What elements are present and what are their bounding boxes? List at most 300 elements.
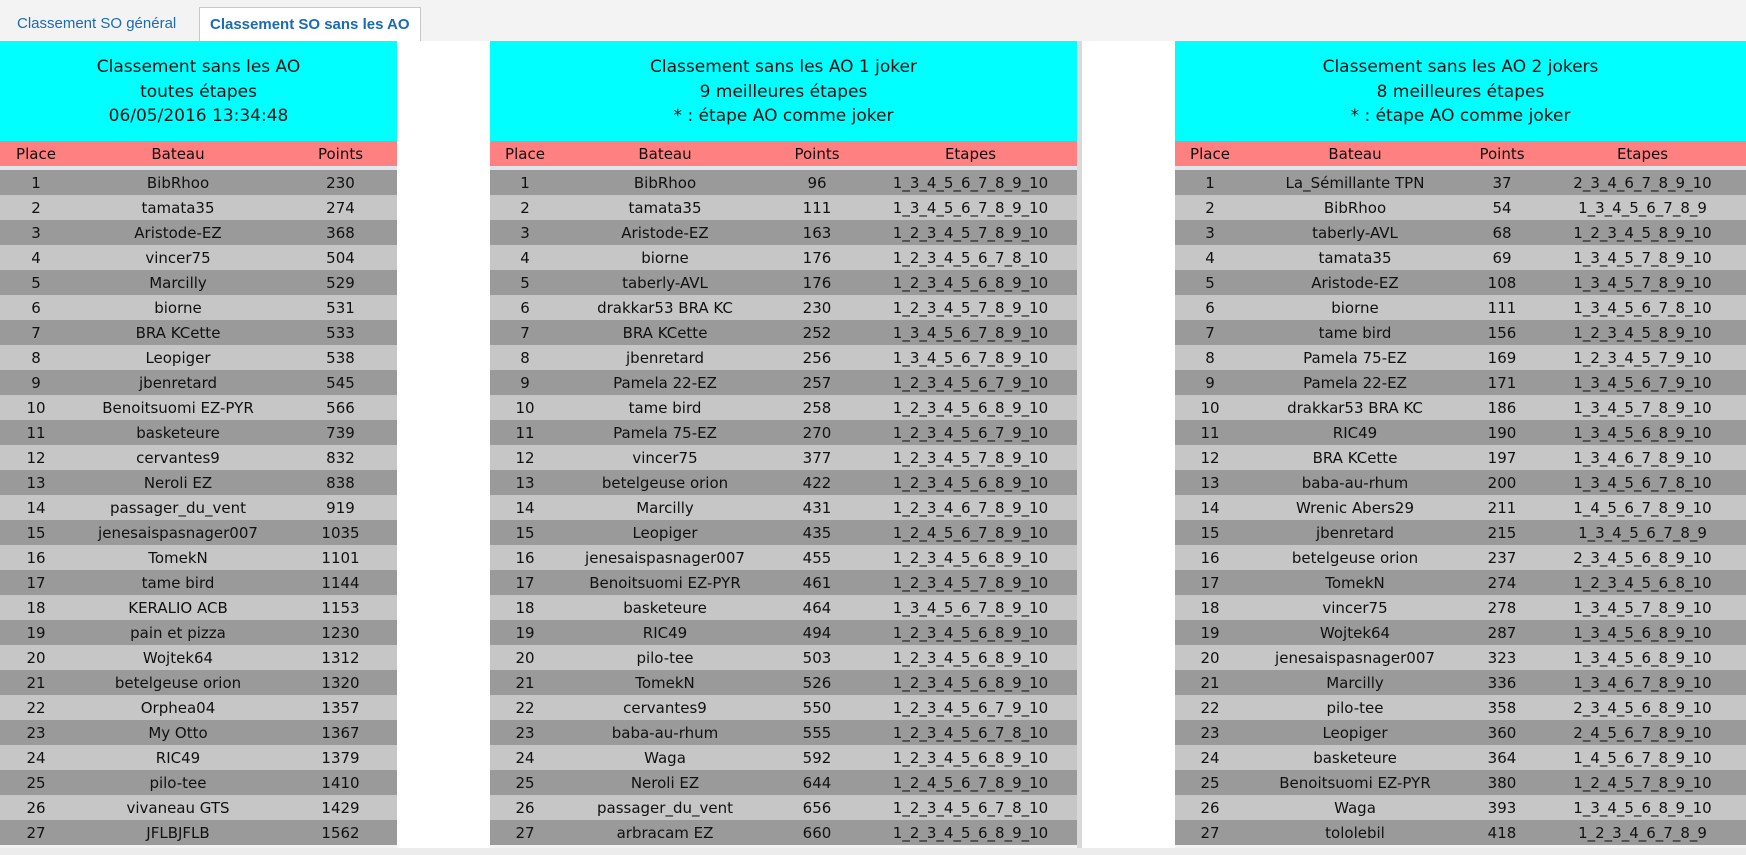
cell-place: 3 bbox=[1205, 223, 1215, 242]
cell-points: 380 bbox=[1487, 773, 1517, 792]
cell-place: 3 bbox=[31, 223, 41, 242]
table-row bbox=[0, 795, 397, 820]
cell-points: 1367 bbox=[321, 723, 360, 742]
cell-etapes: 1_3_4_5_6_7_8_9_10 bbox=[892, 198, 1049, 217]
table-row bbox=[0, 670, 397, 695]
table-row bbox=[1175, 420, 1746, 445]
cell-points: 171 bbox=[1487, 373, 1517, 392]
cell-points: 1144 bbox=[321, 573, 360, 592]
cell-etapes: 1_2_3_4_5_6_7_9_10 bbox=[892, 698, 1049, 717]
table-row bbox=[490, 420, 1077, 445]
cell-place: 4 bbox=[31, 248, 41, 267]
cell-bateau: Pamela 75-EZ bbox=[613, 423, 717, 442]
cell-bateau: drakkar53 BRA KC bbox=[597, 298, 733, 317]
cell-points: 211 bbox=[1487, 498, 1517, 517]
cell-place: 17 bbox=[515, 573, 535, 592]
table-row bbox=[490, 595, 1077, 620]
cell-points: 163 bbox=[802, 223, 832, 242]
table-row bbox=[0, 345, 397, 370]
table-row bbox=[490, 395, 1077, 420]
table-row bbox=[0, 695, 397, 720]
cell-points: 68 bbox=[1492, 223, 1512, 242]
cell-points: 660 bbox=[802, 823, 832, 842]
table-row bbox=[490, 545, 1077, 570]
cell-bateau: tame bird bbox=[1318, 323, 1392, 342]
cell-bateau: Wrenic Abers29 bbox=[1296, 498, 1414, 517]
column-header-points: Points bbox=[794, 144, 840, 163]
cell-points: 533 bbox=[326, 323, 355, 342]
cell-place: 17 bbox=[1200, 573, 1220, 592]
cell-bateau: Waga bbox=[1334, 798, 1376, 817]
cell-bateau: BibRhoo bbox=[146, 173, 210, 192]
table-row bbox=[1175, 170, 1746, 195]
cell-etapes: 1_3_4_5_7_8_9_10 bbox=[1573, 273, 1712, 292]
cell-bateau: RIC49 bbox=[155, 748, 201, 767]
cell-points: 418 bbox=[1487, 823, 1517, 842]
cell-bateau: KERALIO ACB bbox=[128, 598, 228, 617]
tab-classement-so-general[interactable]: Classement SO général bbox=[17, 15, 177, 32]
cell-bateau: betelgeuse orion bbox=[1291, 548, 1419, 567]
cell-etapes: 1_2_3_4_5_6_7_8_10 bbox=[892, 798, 1049, 817]
cell-bateau: jenesaispasnager007 bbox=[585, 548, 745, 567]
cell-etapes: 1_2_3_4_5_7_8_9_10 bbox=[892, 223, 1049, 242]
cell-bateau: cervantes9 bbox=[623, 698, 707, 717]
cell-place: 21 bbox=[1200, 673, 1220, 692]
table-row bbox=[490, 295, 1077, 320]
table-row bbox=[0, 820, 397, 845]
cell-points: 190 bbox=[1487, 423, 1517, 442]
table-row bbox=[490, 345, 1077, 370]
cell-place: 21 bbox=[26, 673, 46, 692]
table-row bbox=[490, 795, 1077, 820]
cell-etapes: 1_2_4_5_6_7_8_9_10 bbox=[892, 523, 1049, 542]
cell-bateau: arbracam EZ bbox=[616, 823, 714, 842]
table-row bbox=[1175, 320, 1746, 345]
cell-points: 336 bbox=[1487, 673, 1517, 692]
cell-points: 230 bbox=[802, 298, 832, 317]
cell-bateau: Leopiger bbox=[632, 523, 698, 542]
cell-points: 274 bbox=[326, 198, 355, 217]
column-header-bateau: Bateau bbox=[638, 144, 692, 163]
cell-bateau: vivaneau GTS bbox=[126, 798, 230, 817]
cell-place: 7 bbox=[1205, 323, 1215, 342]
table-row bbox=[1175, 295, 1746, 320]
cell-etapes: 1_2_3_4_5_6_7_8_10 bbox=[892, 723, 1049, 742]
cell-place: 14 bbox=[26, 498, 46, 517]
table-row bbox=[490, 720, 1077, 745]
cell-bateau: basketeure bbox=[136, 423, 220, 442]
cell-place: 21 bbox=[515, 673, 535, 692]
cell-place: 19 bbox=[515, 623, 535, 642]
cell-bateau: tame bird bbox=[628, 398, 702, 417]
cell-bateau: Benoitsuomi EZ-PYR bbox=[102, 398, 254, 417]
cell-place: 6 bbox=[1205, 298, 1215, 317]
cell-place: 20 bbox=[26, 648, 46, 667]
cell-bateau: passager_du_vent bbox=[597, 798, 733, 817]
table-row bbox=[1175, 445, 1746, 470]
cell-points: 377 bbox=[802, 448, 832, 467]
cell-place: 19 bbox=[1200, 623, 1220, 642]
bottom-border bbox=[0, 848, 1746, 855]
panel-separator bbox=[1077, 41, 1082, 855]
cell-bateau: BibRhoo bbox=[633, 173, 697, 192]
cell-place: 10 bbox=[1200, 398, 1220, 417]
table-row bbox=[1175, 795, 1746, 820]
table-row bbox=[1175, 545, 1746, 570]
table-row bbox=[490, 445, 1077, 470]
cell-place: 9 bbox=[520, 373, 530, 392]
cell-place: 7 bbox=[520, 323, 530, 342]
table-row bbox=[1175, 645, 1746, 670]
cell-bateau: jbenretard bbox=[1316, 523, 1394, 542]
table-row bbox=[0, 195, 397, 220]
cell-points: 197 bbox=[1487, 448, 1517, 467]
cell-place: 19 bbox=[26, 623, 46, 642]
cell-place: 11 bbox=[26, 423, 46, 442]
cell-etapes: 1_3_4_5_7_8_9_10 bbox=[1573, 598, 1712, 617]
cell-bateau: Benoitsuomi EZ-PYR bbox=[1279, 773, 1431, 792]
cell-bateau: jbenretard bbox=[139, 373, 217, 392]
cell-place: 9 bbox=[1205, 373, 1215, 392]
cell-place: 5 bbox=[520, 273, 530, 292]
table-row bbox=[1175, 270, 1746, 295]
cell-points: 656 bbox=[802, 798, 832, 817]
cell-place: 8 bbox=[1205, 348, 1215, 367]
cell-etapes: 2_3_4_5_6_8_9_10 bbox=[1573, 698, 1712, 717]
cell-etapes: 1_2_3_4_5_6_8_9_10 bbox=[892, 673, 1049, 692]
column-header-points: Points bbox=[1479, 144, 1525, 163]
cell-bateau: Wojtek64 bbox=[1319, 623, 1391, 642]
table-row bbox=[0, 745, 397, 770]
cell-points: 455 bbox=[802, 548, 832, 567]
cell-points: 504 bbox=[326, 248, 355, 267]
cell-points: 358 bbox=[1487, 698, 1517, 717]
cell-etapes: 1_3_4_5_6_7_8_10 bbox=[1573, 298, 1712, 317]
cell-place: 25 bbox=[515, 773, 535, 792]
cell-points: 1312 bbox=[321, 648, 360, 667]
cell-etapes: 1_2_3_4_6_7_8_9 bbox=[1578, 823, 1707, 842]
cell-etapes: 1_2_3_4_5_7_8_9_10 bbox=[892, 298, 1049, 317]
panel-title: Classement sans les AO bbox=[96, 57, 301, 77]
cell-place: 4 bbox=[520, 248, 530, 267]
cell-place: 5 bbox=[1205, 273, 1215, 292]
cell-points: 919 bbox=[326, 498, 355, 517]
cell-etapes: 1_2_3_4_5_8_9_10 bbox=[1573, 323, 1712, 342]
cell-bateau: Pamela 75-EZ bbox=[1303, 348, 1407, 367]
cell-etapes: 1_3_4_5_6_7_8_10 bbox=[1573, 473, 1712, 492]
cell-points: 1035 bbox=[321, 523, 360, 542]
table-row bbox=[490, 695, 1077, 720]
cell-bateau: basketeure bbox=[1313, 748, 1397, 767]
panel-subtitle: 9 meilleures étapes bbox=[699, 81, 868, 102]
table-row bbox=[0, 270, 397, 295]
cell-etapes: 1_2_3_4_5_6_8_9_10 bbox=[892, 748, 1049, 767]
cell-points: 503 bbox=[802, 648, 832, 667]
cell-bateau: betelgeuse orion bbox=[601, 473, 729, 492]
ranking-table bbox=[490, 170, 1077, 845]
table-row bbox=[490, 620, 1077, 645]
table-row bbox=[0, 595, 397, 620]
cell-etapes: 1_3_4_5_6_8_9_10 bbox=[1573, 623, 1712, 642]
cell-etapes: 1_4_5_6_7_8_9_10 bbox=[1573, 748, 1712, 767]
cell-bateau: Wojtek64 bbox=[142, 648, 214, 667]
cell-bateau: Marcilly bbox=[149, 273, 207, 292]
table-row bbox=[1175, 220, 1746, 245]
cell-points: 545 bbox=[326, 373, 355, 392]
cell-place: 3 bbox=[520, 223, 530, 242]
cell-bateau: pain et pizza bbox=[130, 623, 226, 642]
cell-place: 18 bbox=[1200, 598, 1220, 617]
cell-place: 6 bbox=[520, 298, 530, 317]
panel-header bbox=[490, 41, 1077, 141]
cell-place: 14 bbox=[515, 498, 535, 517]
cell-bateau: Aristode-EZ bbox=[134, 223, 222, 242]
cell-etapes: 1_2_3_4_5_6_8_9_10 bbox=[892, 648, 1049, 667]
cell-etapes: 1_3_4_5_6_8_9_10 bbox=[1573, 423, 1712, 442]
table-row bbox=[0, 620, 397, 645]
cell-place: 16 bbox=[515, 548, 535, 567]
cell-place: 12 bbox=[1200, 448, 1220, 467]
cell-etapes: 1_2_4_5_6_7_8_9_10 bbox=[892, 773, 1049, 792]
cell-place: 27 bbox=[26, 823, 46, 842]
cell-etapes: 1_2_3_4_5_6_8_9_10 bbox=[892, 823, 1049, 842]
cell-bateau: Waga bbox=[644, 748, 686, 767]
cell-points: 431 bbox=[802, 498, 832, 517]
table-row bbox=[490, 220, 1077, 245]
cell-points: 592 bbox=[802, 748, 832, 767]
cell-points: 278 bbox=[1487, 598, 1517, 617]
cell-bateau: baba-au-rhum bbox=[1301, 473, 1409, 492]
cell-bateau: tamata35 bbox=[141, 198, 215, 217]
cell-etapes: 1_2_3_4_5_7_8_9_10 bbox=[892, 448, 1049, 467]
cell-bateau: tololebil bbox=[1325, 823, 1385, 842]
cell-place: 17 bbox=[26, 573, 46, 592]
cell-place: 2 bbox=[520, 198, 530, 217]
panel-sans-ao-1-joker bbox=[490, 41, 1077, 845]
column-header-row bbox=[490, 141, 1077, 166]
cell-points: 1410 bbox=[321, 773, 360, 792]
table-row bbox=[490, 320, 1077, 345]
cell-points: 256 bbox=[802, 348, 832, 367]
table-row bbox=[1175, 570, 1746, 595]
cell-place: 13 bbox=[515, 473, 535, 492]
cell-place: 24 bbox=[26, 748, 46, 767]
cell-etapes: 1_3_4_5_6_8_9_10 bbox=[1573, 798, 1712, 817]
cell-points: 237 bbox=[1487, 548, 1517, 567]
cell-points: 287 bbox=[1487, 623, 1517, 642]
cell-etapes: 1_3_4_5_6_7_8_9_10 bbox=[892, 598, 1049, 617]
column-header-place: Place bbox=[1190, 144, 1230, 163]
panel-sans-ao bbox=[0, 41, 397, 845]
cell-bateau: jenesaispasnager007 bbox=[1275, 648, 1435, 667]
cell-points: 230 bbox=[326, 173, 355, 192]
cell-points: 566 bbox=[326, 398, 355, 417]
ranking-table bbox=[1175, 170, 1746, 845]
cell-etapes: 1_3_4_5_6_7_9_10 bbox=[1573, 373, 1712, 392]
cell-etapes: 1_3_4_5_7_8_9_10 bbox=[1573, 398, 1712, 417]
cell-points: 176 bbox=[802, 273, 832, 292]
panel-subtitle: toutes étapes bbox=[140, 81, 257, 102]
cell-bateau: BRA KCette bbox=[622, 323, 708, 342]
panel-title: Classement sans les AO 1 joker bbox=[650, 57, 917, 77]
table-row bbox=[490, 370, 1077, 395]
table-row bbox=[490, 195, 1077, 220]
table-row bbox=[490, 745, 1077, 770]
cell-bateau: Aristode-EZ bbox=[1311, 273, 1399, 292]
cell-place: 27 bbox=[1200, 823, 1220, 842]
table-row bbox=[0, 170, 397, 195]
cell-place: 10 bbox=[26, 398, 46, 417]
cell-bateau: basketeure bbox=[623, 598, 707, 617]
cell-place: 20 bbox=[515, 648, 535, 667]
cell-points: 108 bbox=[1487, 273, 1517, 292]
cell-bateau: vincer75 bbox=[632, 448, 698, 467]
cell-points: 364 bbox=[1487, 748, 1517, 767]
panel-gap bbox=[397, 41, 490, 855]
table-row bbox=[1175, 745, 1746, 770]
panel-gap bbox=[1077, 41, 1175, 855]
cell-bateau: BibRhoo bbox=[1323, 198, 1387, 217]
cell-place: 11 bbox=[1200, 423, 1220, 442]
cell-place: 24 bbox=[1200, 748, 1220, 767]
cell-etapes: 1_2_3_4_5_8_9_10 bbox=[1573, 223, 1712, 242]
cell-place: 26 bbox=[515, 798, 535, 817]
cell-etapes: 1_2_3_4_5_7_9_10 bbox=[1573, 348, 1712, 367]
cell-bateau: vincer75 bbox=[1322, 598, 1388, 617]
tab-classement-so-sans-ao[interactable]: Classement SO sans les AO bbox=[199, 7, 421, 42]
cell-points: 529 bbox=[326, 273, 355, 292]
column-header-row bbox=[1175, 141, 1746, 166]
cell-place: 15 bbox=[515, 523, 535, 542]
table-row bbox=[0, 395, 397, 420]
cell-points: 37 bbox=[1492, 173, 1512, 192]
cell-etapes: 1_2_3_4_5_7_8_9_10 bbox=[892, 573, 1049, 592]
table-row bbox=[0, 220, 397, 245]
cell-points: 176 bbox=[802, 248, 832, 267]
cell-etapes: 1_2_3_4_5_6_8_9_10 bbox=[892, 273, 1049, 292]
table-row bbox=[0, 520, 397, 545]
tab-bar bbox=[0, 0, 1746, 42]
cell-place: 23 bbox=[515, 723, 535, 742]
cell-place: 7 bbox=[31, 323, 41, 342]
cell-place: 16 bbox=[1200, 548, 1220, 567]
cell-etapes: 1_2_3_4_5_6_8_9_10 bbox=[892, 398, 1049, 417]
cell-place: 5 bbox=[31, 273, 41, 292]
cell-bateau: RIC49 bbox=[1332, 423, 1378, 442]
cell-bateau: jenesaispasnager007 bbox=[98, 523, 258, 542]
cell-bateau: Neroli EZ bbox=[630, 773, 700, 792]
cell-points: 200 bbox=[1487, 473, 1517, 492]
cell-bateau: Pamela 22-EZ bbox=[1303, 373, 1407, 392]
table-row bbox=[490, 170, 1077, 195]
cell-etapes: 1_2_3_4_5_6_8_9_10 bbox=[892, 548, 1049, 567]
cell-place: 16 bbox=[26, 548, 46, 567]
cell-place: 1 bbox=[520, 173, 530, 192]
column-header-bateau: Bateau bbox=[151, 144, 205, 163]
table-row bbox=[1175, 770, 1746, 795]
cell-bateau: BRA KCette bbox=[1312, 448, 1398, 467]
table-row bbox=[490, 495, 1077, 520]
cell-bateau: jbenretard bbox=[626, 348, 704, 367]
cell-points: 323 bbox=[1487, 648, 1517, 667]
table-row bbox=[490, 570, 1077, 595]
cell-bateau: taberly-AVL bbox=[622, 273, 708, 292]
cell-etapes: 2_3_4_6_7_8_9_10 bbox=[1573, 173, 1712, 192]
cell-etapes: 1_2_3_4_5_6_8_10 bbox=[1573, 573, 1712, 592]
cell-place: 25 bbox=[1200, 773, 1220, 792]
cell-bateau: Benoitsuomi EZ-PYR bbox=[589, 573, 741, 592]
cell-place: 26 bbox=[1200, 798, 1220, 817]
cell-bateau: TomekN bbox=[1325, 573, 1385, 592]
table-row bbox=[0, 645, 397, 670]
cell-etapes: 1_2_3_4_5_6_7_9_10 bbox=[892, 373, 1049, 392]
cell-bateau: biorne bbox=[154, 298, 202, 317]
panel-note: * : étape AO comme joker bbox=[673, 106, 894, 126]
cell-etapes: 1_3_4_5_6_7_8_9_10 bbox=[892, 323, 1049, 342]
cell-etapes: 1_4_5_6_7_8_9_10 bbox=[1573, 498, 1712, 517]
table-row bbox=[1175, 195, 1746, 220]
cell-points: 422 bbox=[802, 473, 832, 492]
cell-etapes: 1_3_4_6_7_8_9_10 bbox=[1573, 673, 1712, 692]
table-row bbox=[490, 470, 1077, 495]
cell-bateau: My Otto bbox=[148, 723, 208, 742]
table-row bbox=[0, 545, 397, 570]
cell-bateau: tamata35 bbox=[628, 198, 702, 217]
cell-place: 25 bbox=[26, 773, 46, 792]
cell-bateau: Marcilly bbox=[1326, 673, 1384, 692]
cell-place: 15 bbox=[1200, 523, 1220, 542]
table-row bbox=[0, 320, 397, 345]
cell-points: 494 bbox=[802, 623, 832, 642]
column-header-points: Points bbox=[317, 144, 364, 163]
cell-etapes: 2_3_4_5_6_8_9_10 bbox=[1573, 548, 1712, 567]
cell-points: 169 bbox=[1487, 348, 1517, 367]
cell-place: 8 bbox=[520, 348, 530, 367]
cell-bateau: JFLBJFLB bbox=[146, 823, 210, 842]
cell-bateau: La_Sémillante TPN bbox=[1285, 173, 1425, 192]
cell-etapes: 1_2_4_5_7_8_9_10 bbox=[1573, 773, 1712, 792]
cell-points: 1357 bbox=[321, 698, 360, 717]
panel-header bbox=[0, 41, 397, 141]
table-row bbox=[1175, 495, 1746, 520]
table-row bbox=[0, 295, 397, 320]
cell-etapes: 1_3_4_5_6_7_8_9 bbox=[1578, 198, 1707, 217]
cell-points: 257 bbox=[802, 373, 832, 392]
cell-points: 838 bbox=[326, 473, 355, 492]
column-header-bateau: Bateau bbox=[1328, 144, 1382, 163]
cell-etapes: 1_3_4_5_7_8_9_10 bbox=[1573, 248, 1712, 267]
cell-bateau: baba-au-rhum bbox=[611, 723, 719, 742]
cell-points: 96 bbox=[807, 173, 827, 192]
table-row bbox=[490, 770, 1077, 795]
table-row bbox=[0, 720, 397, 745]
cell-place: 2 bbox=[31, 198, 41, 217]
panel-sans-ao-2-jokers bbox=[1175, 41, 1746, 845]
cell-bateau: drakkar53 BRA KC bbox=[1287, 398, 1423, 417]
cell-bateau: biorne bbox=[641, 248, 689, 267]
table-row bbox=[1175, 245, 1746, 270]
cell-bateau: BRA KCette bbox=[135, 323, 221, 342]
cell-points: 464 bbox=[802, 598, 832, 617]
cell-place: 15 bbox=[26, 523, 46, 542]
table-row bbox=[490, 245, 1077, 270]
table-row bbox=[0, 770, 397, 795]
cell-points: 739 bbox=[326, 423, 355, 442]
cell-etapes: 1_3_4_5_6_7_8_9 bbox=[1578, 523, 1707, 542]
cell-etapes: 1_2_3_4_6_7_8_9_10 bbox=[892, 498, 1049, 517]
table-row bbox=[0, 570, 397, 595]
cell-bateau: taberly-AVL bbox=[1312, 223, 1398, 242]
